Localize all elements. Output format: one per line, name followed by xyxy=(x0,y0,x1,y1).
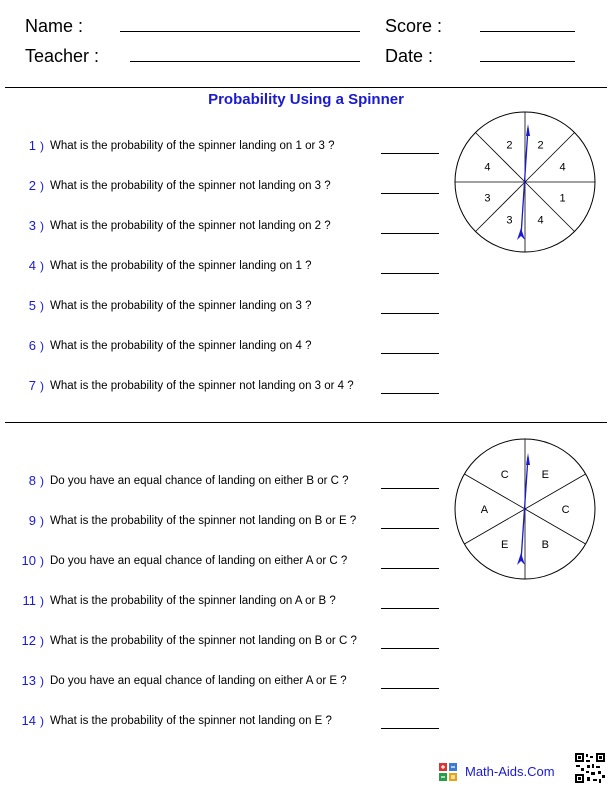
score-label: Score : xyxy=(385,16,443,36)
spinner-section-label: A xyxy=(480,504,489,516)
question-text: What is the probability of the spinner landing on 3 ? xyxy=(50,300,312,312)
date-field[interactable] xyxy=(480,61,575,62)
spinner-section-label: C xyxy=(500,468,509,481)
question-row xyxy=(0,297,450,315)
question-row xyxy=(0,632,450,650)
question-number: 6 xyxy=(28,338,36,353)
spinner-section-label: 4 xyxy=(484,161,491,174)
answer-blank[interactable] xyxy=(381,648,439,649)
question-number: 5 xyxy=(28,298,36,313)
middle-divider xyxy=(5,422,607,423)
date-label: Date : xyxy=(385,46,434,66)
question-row xyxy=(0,377,450,395)
answer-blank[interactable] xyxy=(381,193,439,194)
spinner-section-label: E xyxy=(501,539,509,552)
answer-blank[interactable] xyxy=(381,353,439,354)
question-number: 12 xyxy=(21,633,36,648)
teacher-field[interactable] xyxy=(130,61,360,62)
calculator-logo-icon xyxy=(438,762,458,782)
question-text: What is the probability of the spinner not landing on E ? xyxy=(50,715,332,727)
spinner-section-label: 1 xyxy=(559,192,566,205)
question-row xyxy=(0,257,450,275)
question-number: 7 xyxy=(28,378,36,393)
answer-blank[interactable] xyxy=(381,488,439,489)
question-text: Do you have an equal chance of landing on either A or E ? xyxy=(50,675,347,687)
question-paren: ) xyxy=(40,554,44,568)
question-row xyxy=(0,177,450,195)
question-paren: ) xyxy=(40,179,44,193)
question-paren: ) xyxy=(40,594,44,608)
question-paren: ) xyxy=(40,674,44,688)
question-paren: ) xyxy=(40,714,44,728)
question-text: What is the probability of the spinner landing on 4 ? xyxy=(50,340,312,352)
answer-blank[interactable] xyxy=(381,313,439,314)
question-text: What is the probability of the spinner not landing on B or C ? xyxy=(50,635,357,647)
question-paren: ) xyxy=(40,139,44,153)
question-number: 4 xyxy=(28,258,36,273)
question-paren: ) xyxy=(40,514,44,528)
spinner-section-label: 3 xyxy=(506,214,513,227)
answer-blank[interactable] xyxy=(381,153,439,154)
question-number: 11 xyxy=(22,593,36,608)
question-row xyxy=(0,337,450,355)
question-paren: ) xyxy=(40,379,44,393)
question-number: 10 xyxy=(21,553,36,568)
spinner-section-label: C xyxy=(561,504,570,516)
qr-code-icon xyxy=(574,752,606,784)
answer-blank[interactable] xyxy=(381,688,439,689)
question-text: What is the probability of the spinner not landing on B or E ? xyxy=(50,515,357,527)
question-text: Do you have an equal chance of landing on either A or C ? xyxy=(50,555,348,567)
question-text: What is the probability of the spinner not landing on 2 ? xyxy=(50,220,331,232)
question-number: 9 xyxy=(28,513,36,528)
question-row xyxy=(0,472,450,490)
spinner-section-label: 3 xyxy=(484,192,491,205)
question-paren: ) xyxy=(40,299,44,313)
question-number: 13 xyxy=(21,673,36,688)
footer-brand-text: Math-Aids.Com xyxy=(465,764,555,779)
question-paren: ) xyxy=(40,339,44,353)
question-text: What is the probability of the spinner not landing on 3 ? xyxy=(50,180,331,192)
question-number: 8 xyxy=(28,473,36,488)
question-paren: ) xyxy=(40,259,44,273)
top-divider xyxy=(5,87,607,88)
question-text: What is the probability of the spinner not landing on 3 or 4 ? xyxy=(50,380,354,392)
teacher-label: Teacher : xyxy=(25,46,100,66)
spinner-section-label: 2 xyxy=(506,139,513,152)
question-row xyxy=(0,672,450,690)
question-row xyxy=(0,217,450,235)
question-number: 14 xyxy=(21,713,36,728)
question-row xyxy=(0,592,450,610)
answer-blank[interactable] xyxy=(381,528,439,529)
question-row xyxy=(0,137,450,155)
answer-blank[interactable] xyxy=(381,233,439,234)
question-row xyxy=(0,512,450,530)
spinner-section-label: 2 xyxy=(537,139,544,152)
answer-blank[interactable] xyxy=(381,608,439,609)
question-paren: ) xyxy=(40,634,44,648)
name-label: Name : xyxy=(25,16,84,36)
question-text: What is the probability of the spinner landing on 1 or 3 ? xyxy=(50,140,335,152)
question-number: 3 xyxy=(28,218,36,233)
question-number: 2 xyxy=(28,178,36,193)
question-paren: ) xyxy=(40,474,44,488)
question-paren: ) xyxy=(40,219,44,233)
name-field[interactable] xyxy=(120,31,360,32)
spinner-section-label: E xyxy=(541,468,549,481)
spinner-section-label: 4 xyxy=(537,214,544,227)
spinner-section-label: 4 xyxy=(559,161,566,174)
worksheet-title: Probability Using a Spinner xyxy=(208,91,404,108)
answer-blank[interactable] xyxy=(381,393,439,394)
score-field[interactable] xyxy=(480,31,575,32)
question-text: What is the probability of the spinner landing on A or B ? xyxy=(50,595,336,607)
question-row xyxy=(0,712,450,730)
spinner-letters xyxy=(453,437,597,581)
answer-blank[interactable] xyxy=(381,728,439,729)
answer-blank[interactable] xyxy=(381,568,439,569)
question-number: 1 xyxy=(28,138,36,153)
answer-blank[interactable] xyxy=(381,273,439,274)
question-row xyxy=(0,552,450,570)
spinner-section-label: B xyxy=(541,539,549,552)
question-text: Do you have an equal chance of landing on either B or C ? xyxy=(50,475,349,487)
question-text: What is the probability of the spinner landing on 1 ? xyxy=(50,260,312,272)
spinner-numbers xyxy=(453,110,597,254)
